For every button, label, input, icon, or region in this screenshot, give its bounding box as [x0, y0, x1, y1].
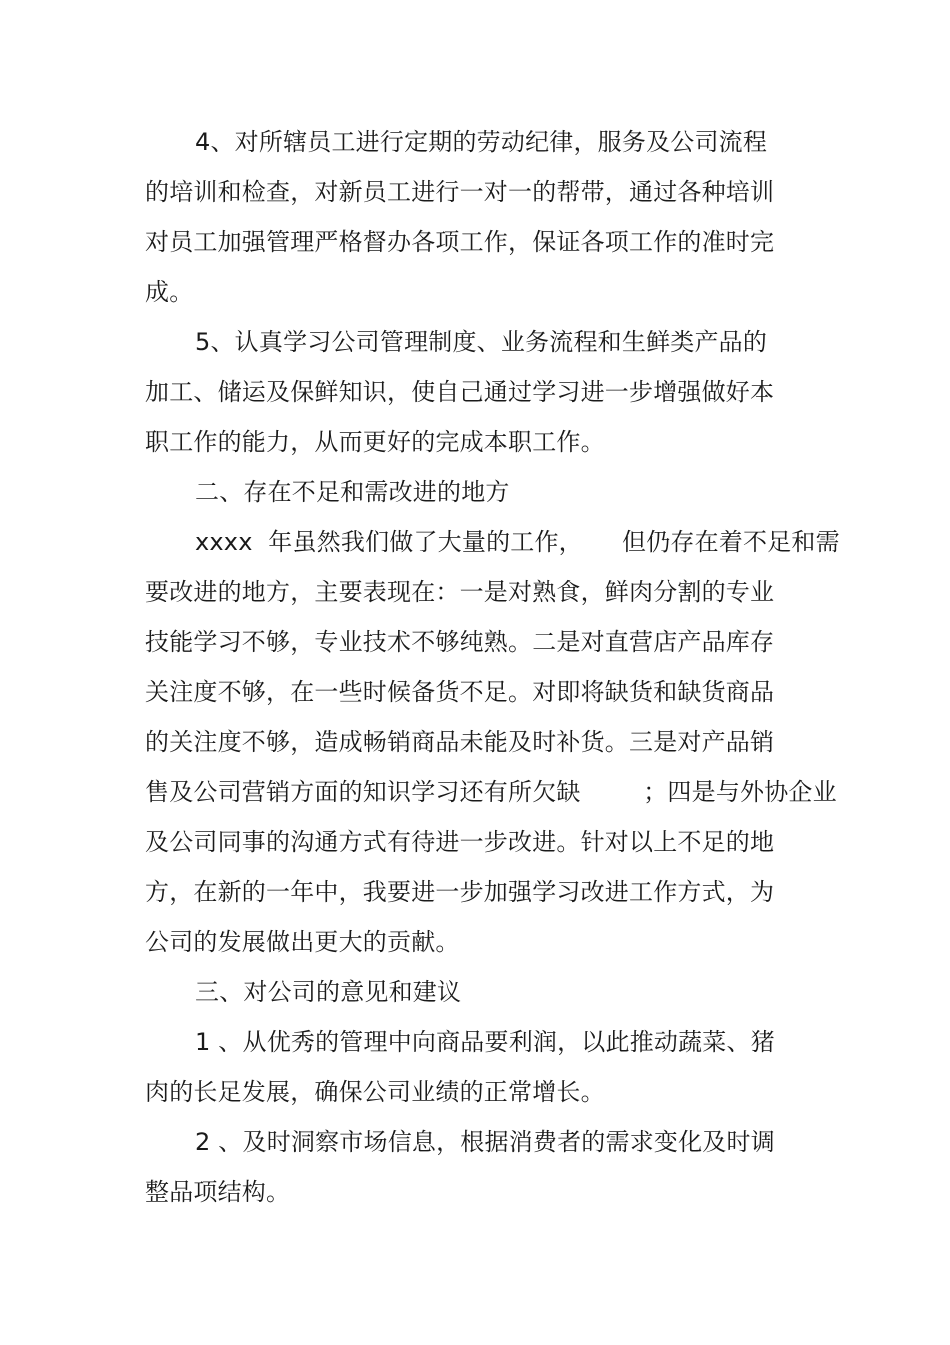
text-line: 的培训和检查，对新员工进行一对一的帮带，通过各种培训 [145, 178, 775, 206]
text-line: 整品项结构。 [145, 1178, 291, 1206]
text-line: 成。 [145, 278, 194, 306]
text-line: 5、认真学习公司管理制度、业务流程和生鲜类产品的 [195, 328, 768, 356]
text-line: 售及公司营销方面的知识学习还有所欠缺 ；四是与外协企业 [145, 778, 837, 806]
text-line: 职工作的能力，从而更好的完成本职工作。 [145, 428, 605, 456]
text-line: 对员工加强管理严格督办各项工作，保证各项工作的准时完 [145, 228, 775, 256]
section-heading: 三、对公司的意见和建议 [195, 978, 462, 1006]
text-line: 关注度不够，在一些时候备货不足。对即将缺货和缺货商品 [145, 678, 775, 706]
text-line: 2 、及时洞察市场信息，根据消费者的需求变化及时调 [195, 1128, 775, 1156]
text-line: 要改进的地方，主要表现在：一是对熟食，鲜肉分割的专业 [145, 578, 775, 606]
text-line: 技能学习不够，专业技术不够纯熟。二是对直营店产品库存 [145, 628, 775, 656]
text-line: 的关注度不够，造成畅销商品未能及时补货。三是对产品销 [145, 728, 775, 756]
text-line: 及公司同事的沟通方式有待进一步改进。针对以上不足的地 [145, 828, 775, 856]
text-line: 4、对所辖员工进行定期的劳动纪律，服务及公司流程 [195, 128, 768, 156]
text-line: xxxx 年虽然我们做了大量的工作， 但仍存在着不足和需 [195, 528, 840, 556]
text-line: 肉的长足发展，确保公司业绩的正常增长。 [145, 1078, 605, 1106]
text-line: 公司的发展做出更大的贡献。 [145, 928, 460, 956]
text-line: 1 、从优秀的管理中向商品要利润，以此推动蔬菜、猪 [195, 1028, 775, 1056]
text-line: 加工、储运及保鲜知识，使自己通过学习进一步增强做好本 [145, 378, 775, 406]
section-heading: 二、存在不足和需改进的地方 [195, 478, 510, 506]
text-line: 方，在新的一年中，我要进一步加强学习改进工作方式，为 [145, 878, 775, 906]
